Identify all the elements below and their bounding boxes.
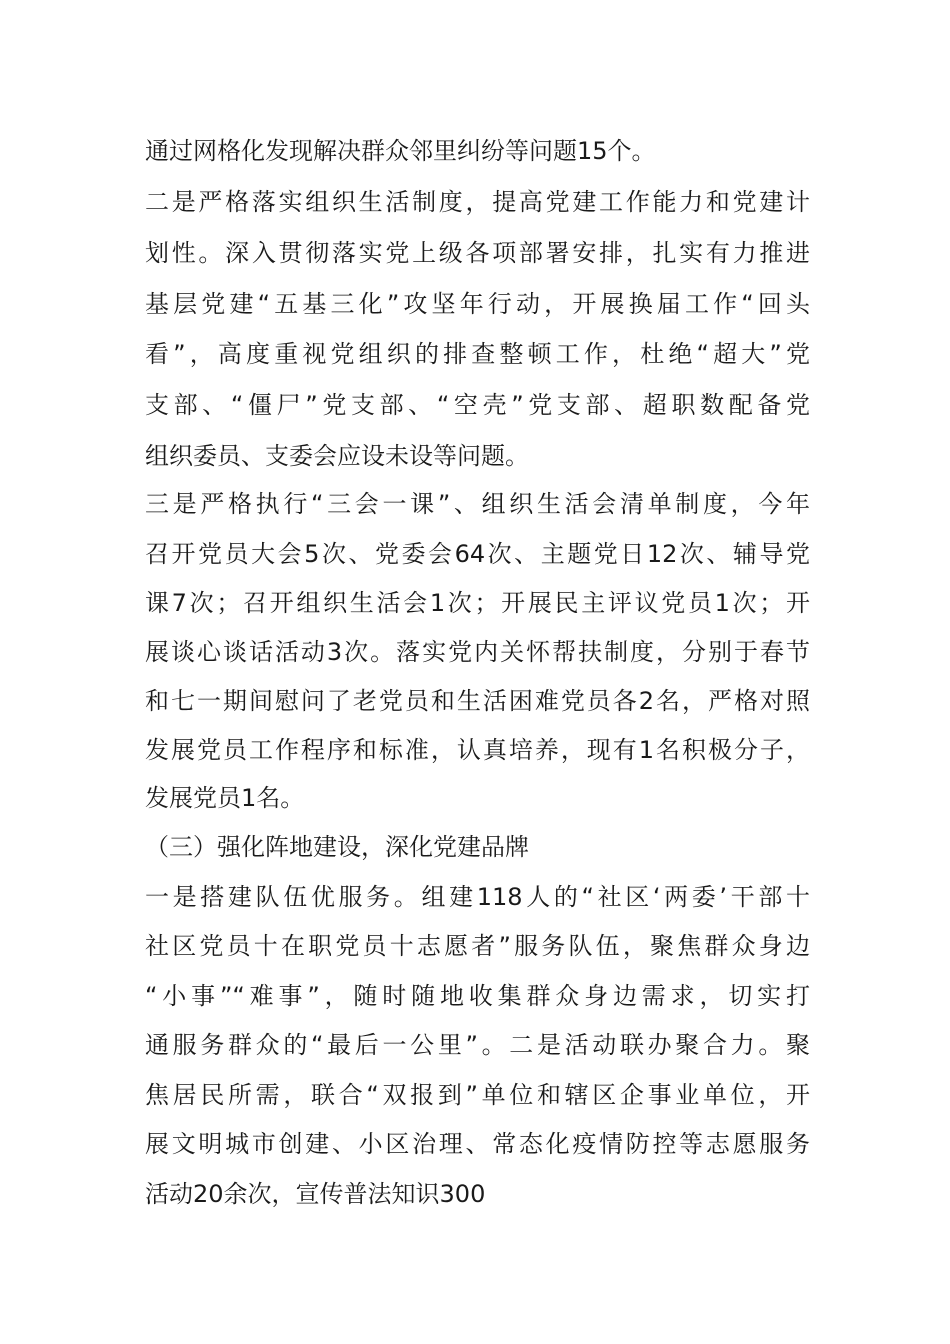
text-line: 二是严格落实组织生活制度，提高党建工作能力和党建计 bbox=[145, 188, 810, 216]
text-line: 展文明城市创建、小区治理、常态化疫情防控等志愿服务 bbox=[145, 1130, 810, 1158]
text-line: 社区党员十在职党员十志愿者”服务队伍，聚焦群众身边 bbox=[145, 932, 810, 960]
text-line: 焦居民所需，联合“双报到”单位和辖区企事业单位，开 bbox=[145, 1081, 810, 1109]
text-line: 召开党员大会5次、党委会64次、主题党日12次、辅导党 bbox=[145, 540, 810, 568]
text-line: 通过网格化发现解决群众邻里纠纷等问题15个。 bbox=[145, 137, 656, 165]
text-line: 发展党员1名。 bbox=[145, 784, 305, 812]
text-line: 发展党员工作程序和标准，认真培养，现有1名积极分子， bbox=[145, 736, 810, 764]
text-line: 三是严格执行“三会一课”、组织生活会清单制度，今年 bbox=[145, 490, 810, 518]
text-line: 和七一期间慰问了老党员和生活困难党员各2名，严格对照 bbox=[145, 687, 810, 715]
text-line: 活动20余次，宣传普法知识300 bbox=[145, 1180, 486, 1208]
text-line: 通服务群众的“最后一公里”。二是活动联办聚合力。聚 bbox=[145, 1031, 810, 1059]
text-line: 课7次；召开组织生活会1次；开展民主评议党员1次；开 bbox=[145, 589, 810, 617]
text-line: 组织委员、支委会应设未设等问题。 bbox=[145, 442, 529, 470]
text-line: 支部、“僵尸”党支部、“空壳”党支部、超职数配备党 bbox=[145, 391, 810, 419]
text-line: 基层党建“五基三化”攻坚年行动，开展换届工作“回头 bbox=[145, 290, 810, 318]
text-line: “小事”“难事”，随时随地收集群众身边需求，切实打 bbox=[145, 982, 810, 1010]
text-line: 一是搭建队伍优服务。组建118人的“社区‘两委’干部十 bbox=[145, 883, 810, 911]
section-heading: （三）强化阵地建设，深化党建品牌 bbox=[145, 833, 529, 861]
text-line: 划性。深入贯彻落实党上级各项部署安排，扎实有力推进 bbox=[145, 239, 810, 267]
text-line: 看”，高度重视党组织的排查整顿工作，杜绝“超大”党 bbox=[145, 340, 810, 368]
text-line: 展谈心谈话活动3次。落实党内关怀帮扶制度，分别于春节 bbox=[145, 638, 810, 666]
